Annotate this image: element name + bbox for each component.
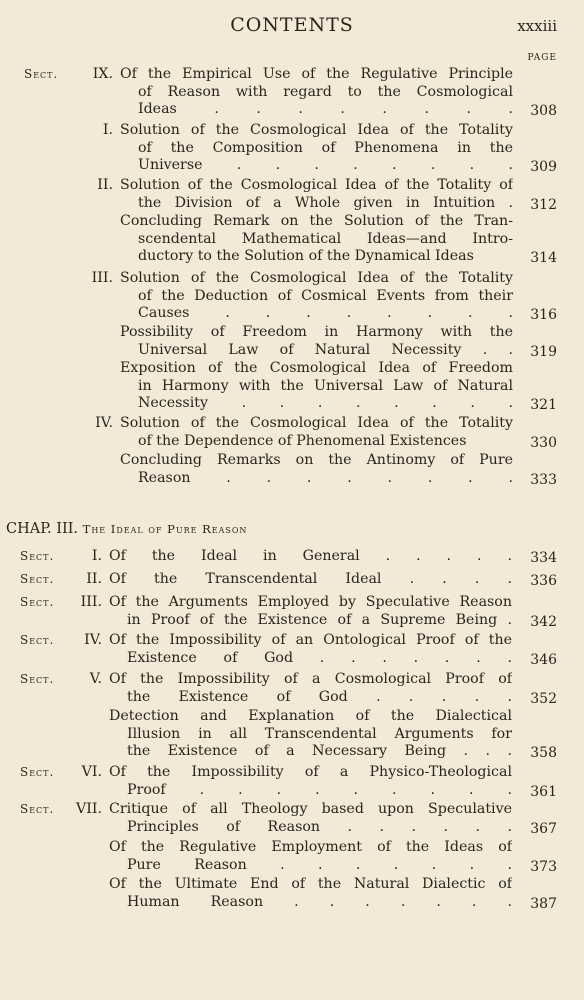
- entry-title-line: the Existence of a Necessary Being . . .: [127, 743, 512, 759]
- page-number: 312: [530, 196, 557, 213]
- entry-title: [120, 66, 513, 119]
- section-number: VI.: [81, 764, 102, 780]
- entry-title-line: Pure Reason . . . . . . .: [127, 856, 512, 873]
- entry-title-line: Causes . . . . . . . .: [138, 305, 513, 321]
- entry-title-line: Concluding Remarks on the Antinomy of Pure: [120, 452, 513, 468]
- entry-title-line: Solution of the Cosmological Idea of the Totality: [120, 415, 513, 431]
- section-number: III.: [80, 594, 102, 610]
- page-column-label: PAGE: [527, 53, 557, 63]
- entry-title: [109, 708, 512, 761]
- entry-title: [109, 548, 512, 566]
- section-label: Sect.: [20, 765, 55, 779]
- page-number: 309: [530, 159, 557, 175]
- section-number: III.: [91, 270, 113, 286]
- entry-title-line: Of the Ultimate End of the Natural Dialectic of: [109, 876, 512, 892]
- entry-title-line: Existence of God . . . . . . .: [127, 649, 512, 666]
- page-number: 330: [530, 434, 557, 451]
- page-number: 352: [530, 690, 557, 707]
- page-number: 336: [530, 573, 557, 589]
- roman-page-number: xxxiii: [517, 17, 557, 35]
- page-title: CONTENTS: [230, 14, 354, 36]
- entry-title-line: Of the Arguments Employed by Speculative Reason: [109, 594, 512, 610]
- page-number: 358: [530, 745, 557, 761]
- entry-title-line: Ideas . . . . . . . .: [138, 101, 513, 117]
- entry-title-line: Exposition of the Cosmological Idea of Freedom: [120, 360, 513, 376]
- entry-title-line: Of the Transcendental Ideal . . . .: [109, 571, 512, 587]
- entry-title: [120, 213, 513, 266]
- entry-title-line: scendental Mathematical Ideas—and Intro-: [138, 230, 513, 247]
- entry-title-line: Of the Regulative Employment of the Ideas of: [109, 839, 512, 855]
- page-number: 321: [530, 397, 557, 413]
- entry-title: [109, 764, 512, 799]
- entry-title: [120, 122, 513, 175]
- entry-title-line: of the Dependence of Phenomenal Existences: [138, 432, 467, 449]
- page-number: 314: [530, 250, 557, 266]
- page-number: 342: [530, 613, 557, 630]
- entry-title-line: Solution of the Cosmological Idea of the Totality of: [120, 177, 513, 193]
- entry-title-line: Of the Impossibility of a Physico-Theological: [109, 764, 512, 780]
- section-number: VII.: [76, 801, 102, 817]
- page-number: 361: [530, 783, 557, 800]
- section-label: Sect.: [20, 572, 55, 586]
- entry-title: [109, 671, 512, 706]
- entry-title-line: Of the Empirical Use of the Regulative Principle: [120, 66, 513, 82]
- section-number: IX.: [92, 66, 113, 82]
- entry-title: [120, 177, 513, 212]
- entry-title-line: Solution of the Cosmological Idea of the Totality: [120, 270, 513, 286]
- entry-title-line: Of the Impossibility of a Cosmological Proof of: [109, 671, 512, 687]
- entry-title: [109, 839, 512, 874]
- section-label: Sect.: [20, 549, 55, 563]
- entry-title-line: Reason . . . . . . . .: [138, 469, 513, 486]
- section-label: Sect.: [24, 67, 59, 81]
- section-number: II.: [97, 177, 113, 193]
- entry-title-line: Universe . . . . . . . .: [138, 157, 513, 173]
- section-label: Sect.: [20, 633, 55, 647]
- entry-title-line: Proof . . . . . . . . .: [127, 781, 512, 798]
- entry-title-line: in Proof of the Existence of a Supreme Being .: [127, 611, 512, 628]
- section-number: IV.: [95, 415, 113, 431]
- chapter-heading: [6, 521, 247, 537]
- entry-title-line: of the Composition of Phenomena in the: [138, 139, 513, 156]
- entry-title-line: Concluding Remark on the Solution of the Tran-: [120, 213, 513, 229]
- page-number: 316: [530, 307, 557, 323]
- section-label: Sect.: [20, 672, 55, 686]
- entry-title-line: of the Deduction of Cosmical Events from their: [138, 287, 513, 304]
- entry-title-line: Universal Law of Natural Necessity . .: [138, 341, 513, 358]
- entry-title-line: Critique of all Theology based upon Speculative: [109, 801, 512, 817]
- entry-title-line: Of the Ideal in General . . . . .: [109, 548, 512, 564]
- entry-title: [109, 876, 512, 911]
- page-number: 387: [530, 895, 557, 912]
- entry-title: [109, 632, 512, 667]
- page-number: 373: [530, 858, 557, 875]
- chapter-label: CHAP. III.: [6, 521, 79, 537]
- section-number: IV.: [84, 632, 102, 648]
- page-number: 367: [530, 820, 557, 837]
- entry-title-line: Possibility of Freedom in Harmony with the: [120, 324, 513, 340]
- entry-title-line: the Existence of God . . . . .: [127, 688, 512, 705]
- section-label: Sect.: [20, 802, 55, 816]
- chapter-title: The Ideal of Pure Reason: [82, 522, 248, 536]
- page-number: 334: [530, 550, 557, 566]
- section-number: I.: [91, 548, 102, 564]
- section-number: I.: [102, 122, 113, 138]
- entry-title-line: ductory to the Solution of the Dynamical Ideas: [138, 248, 474, 264]
- entry-title: [109, 571, 512, 589]
- entry-title-line: Human Reason . . . . . . .: [127, 893, 512, 910]
- entry-title: [109, 594, 512, 629]
- entry-title: [120, 324, 513, 359]
- entry-title-line: Necessity . . . . . . . .: [138, 395, 513, 411]
- entry-title-line: of Reason with regard to the Cosmological: [138, 83, 513, 100]
- section-number: II.: [86, 571, 102, 587]
- page-number: 319: [530, 343, 557, 360]
- section-label: Sect.: [20, 595, 55, 609]
- entry-title-line: in Harmony with the Universal Law of Natural: [138, 377, 513, 394]
- entry-title: [120, 415, 513, 450]
- section-number: V.: [89, 671, 102, 687]
- page-number: 308: [530, 103, 557, 119]
- entry-title: [120, 360, 513, 413]
- entry-title-line: Of the Impossibility of an Ontological Proof of the: [109, 632, 512, 648]
- entry-title: [109, 801, 512, 836]
- page-number: 346: [530, 651, 557, 668]
- entry-title-line: Detection and Explanation of the Dialectical: [109, 708, 512, 724]
- entry-title: [120, 270, 513, 323]
- page-number: 333: [530, 471, 557, 488]
- entry-title-line: Solution of the Cosmological Idea of the Totality: [120, 122, 513, 138]
- entry-title-line: Principles of Reason . . . . . .: [127, 818, 512, 835]
- entry-title: [120, 452, 513, 487]
- entry-title-line: Illusion in all Transcendental Arguments for: [127, 725, 512, 742]
- entry-title-line: the Division of a Whole given in Intuition .: [138, 194, 513, 211]
